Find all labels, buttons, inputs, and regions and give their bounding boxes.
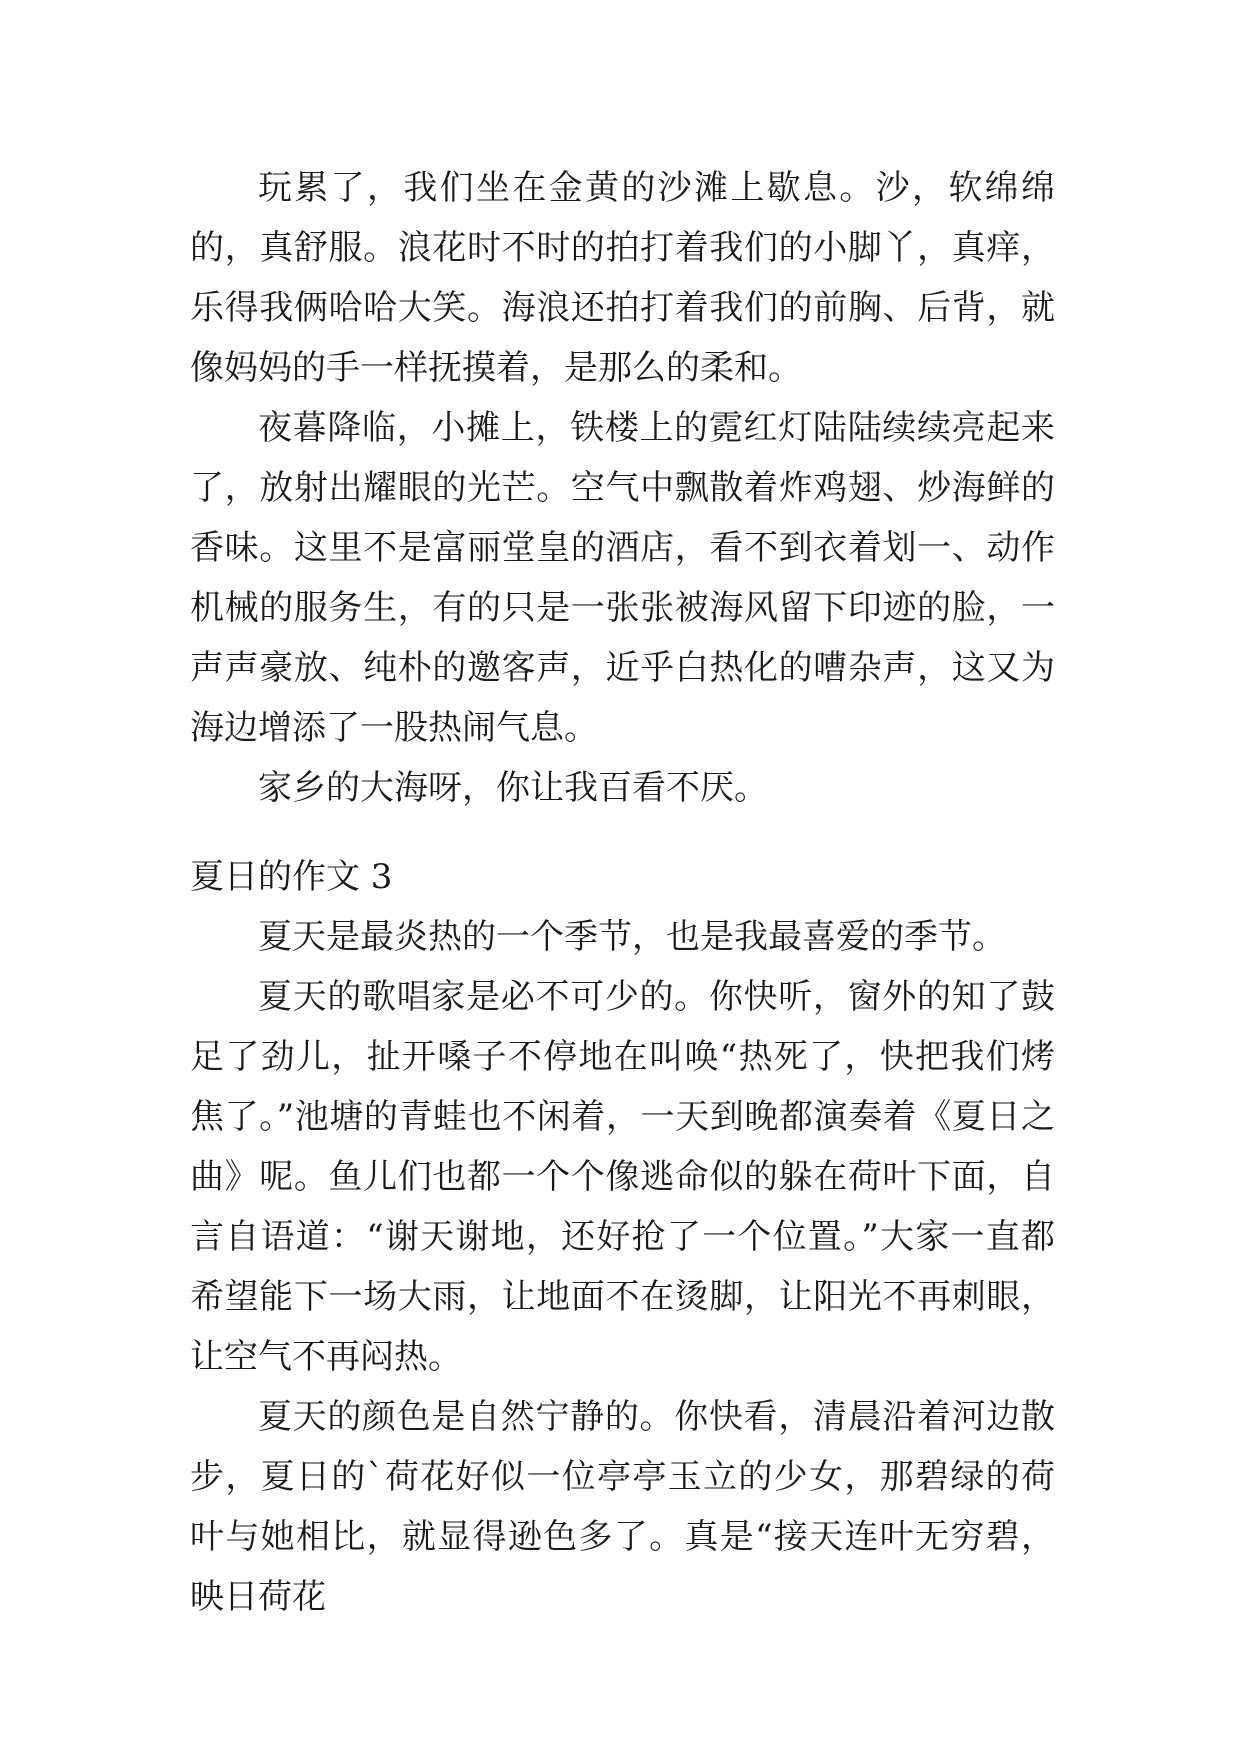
paragraph-summer-singers: 夏天的歌唱家是必不可少的。你快听，窗外的知了鼓足了劲儿，扯开嗓子不停地在叫唤“热死了，快把我们烤焦了。”池塘的青蛙也不闲着，一天到晚都演奏着《夏日之曲》呢。鱼儿们也都一个个像逃命似的躲在荷叶下面，自言自语道：“谢天谢地，还好抢了一个位置。”大家一直都希望能下一场大雨，让地面不在烫脚，让阳光不再刺眼，让空气不再闷热。 [190,977,1055,1377]
paragraph-night-market: 夜暮降临，小摊上，铁楼上的霓红灯陆陆续续亮起来了，放射出耀眼的光芒。空气中飘散着炸鸡翅、炒海鲜的香味。这里不是富丽堂皇的酒店，看不到衣着划一、动作机械的服务生，有的只是一张张被海风留下印迹的脸，一声声豪放、纯朴的邀客声，近乎白热化的嘈杂声，这又为海边增添了一股热闹气息。 [190,408,1055,748]
essay-section-top [190,158,1055,818]
paragraph-summer-colors: 夏天的颜色是自然宁静的。你快看，清晨沿着河边散步，夏日的`荷花好似一位亭亭玉立的少女，那碧绿的荷叶与她相比，就显得逊色多了。真是“接天连叶无穷碧，映日荷花 [190,1397,1055,1617]
essay-heading: 夏日的作文 3 [190,857,393,897]
paragraph-summer-intro: 夏天是最炎热的一个季节，也是我最喜爱的季节。 [258,917,1006,957]
essay-section-bottom [190,907,1055,1627]
paragraph-beach-rest: 玩累了，我们坐在金黄的沙滩上歇息。沙，软绵绵的，真舒服。浪花时不时的拍打着我们的小脚丫，真痒，乐得我俩哈哈大笑。海浪还拍打着我们的前胸、后背，就像妈妈的手一样抚摸着，是那么的柔和。 [190,168,1055,388]
paragraph-hometown-sea: 家乡的大海呀，你让我百看不厌。 [258,768,768,808]
